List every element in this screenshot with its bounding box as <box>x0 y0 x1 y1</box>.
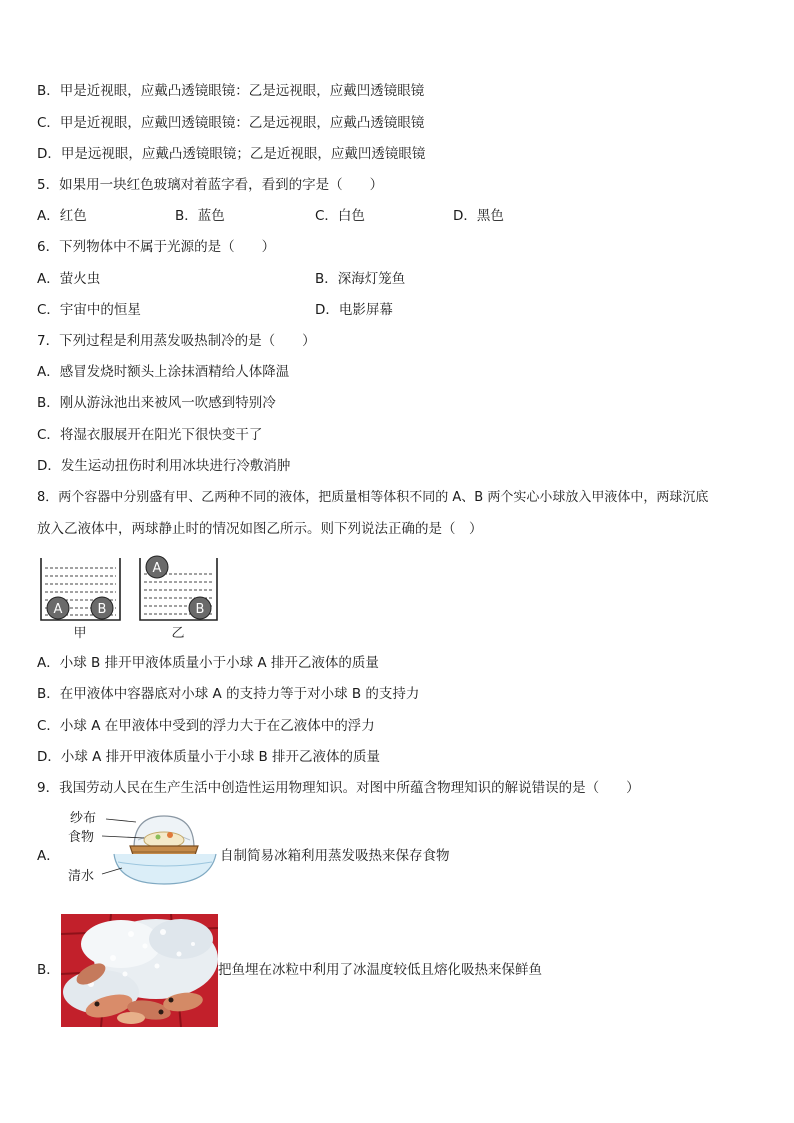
q8-option-c: C．小球 A 在甲液体中受到的浮力大于在乙液体中的浮力 <box>37 718 375 734</box>
q7-option-d: D．发生运动扭伤时利用冰块进行冷敷消肿 <box>37 458 291 474</box>
q7-stem: 7．下列过程是利用蒸发吸热制冷的是（ ） <box>37 333 316 349</box>
q8-option-d: D．小球 A 排开甲液体质量小于小球 B 排开乙液体的质量 <box>37 749 381 765</box>
q6-option-d: D．电影屏幕 <box>315 302 393 318</box>
q9-option-b-text: 把鱼埋在冰粒中利用了冰温度较低且熔化吸热来保鲜鱼 <box>218 962 542 978</box>
q7-option-c: C．将湿衣服展开在阳光下很快变干了 <box>37 427 263 443</box>
q5-option-b: B．蓝色 <box>175 208 225 224</box>
q4-option-d: D．甲是远视眼，应戴凸透镜眼镜；乙是近视眼，应戴凹透镜眼镜 <box>37 146 426 162</box>
ball-a-label-jia: A <box>53 602 63 617</box>
q9-option-a-letter: A． <box>37 848 60 864</box>
label-food: 食物 <box>68 830 95 845</box>
q5-stem: 5．如果用一块红色玻璃对着蓝字看，看到的字是（ ） <box>37 177 384 193</box>
q8-stem-line2: 放入乙液体中，两球静止时的情况如图乙所示。则下列说法正确的是（ ） <box>37 521 483 537</box>
q6-stem: 6．下列物体中不属于光源的是（ ） <box>37 239 276 255</box>
q8-stem-line1: 8．两个容器中分别盛有甲、乙两种不同的液体，把质量相等体积不同的 A、B 两个实心小球放入甲液体中，两球沉底 <box>37 490 709 505</box>
q5-option-d: D．黑色 <box>453 208 504 224</box>
ball-b-label-jia: B <box>97 602 107 617</box>
container-yi <box>140 556 217 641</box>
fish-ice-image <box>61 914 218 1027</box>
label-gauze: 纱布 <box>70 811 97 826</box>
q9-option-a-text: 自制简易冰箱利用蒸发吸热来保存食物 <box>220 848 450 864</box>
q4-option-b: B．甲是近视眼，应戴凸透镜眼镜：乙是远视眼，应戴凹透镜眼镜 <box>37 83 425 99</box>
q9-fish-in-ice-photo <box>61 914 218 1027</box>
q6-option-b: B．深海灯笼鱼 <box>315 271 406 287</box>
q5-option-c: C．白色 <box>315 208 365 224</box>
q7-option-b: B．刚从游泳池出来被风一吹感到特别冷 <box>37 395 276 411</box>
q8-containers-figure <box>36 552 226 642</box>
ball-a-label-yi: A <box>152 561 162 576</box>
label-water: 清水 <box>68 869 95 884</box>
q4-option-c: C．甲是近视眼，应戴凹透镜眼镜：乙是远视眼，应戴凸透镜眼镜 <box>37 115 425 131</box>
container-yi-label: 乙 <box>171 626 185 641</box>
q8-option-b: B．在甲液体中容器底对小球 A 的支持力等于对小球 B 的支持力 <box>37 686 420 702</box>
q5-option-a: A．红色 <box>37 208 87 224</box>
ball-b-label-yi: B <box>195 602 205 617</box>
q6-option-c: C．宇宙中的恒星 <box>37 302 141 318</box>
q9-option-b-letter: B． <box>37 962 60 978</box>
q7-option-a: A．感冒发烧时额头上涂抹酒精给人体降温 <box>37 364 290 380</box>
container-jia <box>41 558 120 641</box>
q9-stem: 9．我国劳动人民在生产生活中创造性运用物理知识。对图中所蕴含物理知识的解说错误的是（ ） <box>37 780 640 796</box>
container-jia-label: 甲 <box>73 626 87 641</box>
q6-option-a: A．萤火虫 <box>37 271 101 287</box>
q9-simple-fridge-figure <box>66 810 222 890</box>
q8-option-a: A．小球 B 排开甲液体质量小于小球 A 排开乙液体的质量 <box>37 655 379 671</box>
